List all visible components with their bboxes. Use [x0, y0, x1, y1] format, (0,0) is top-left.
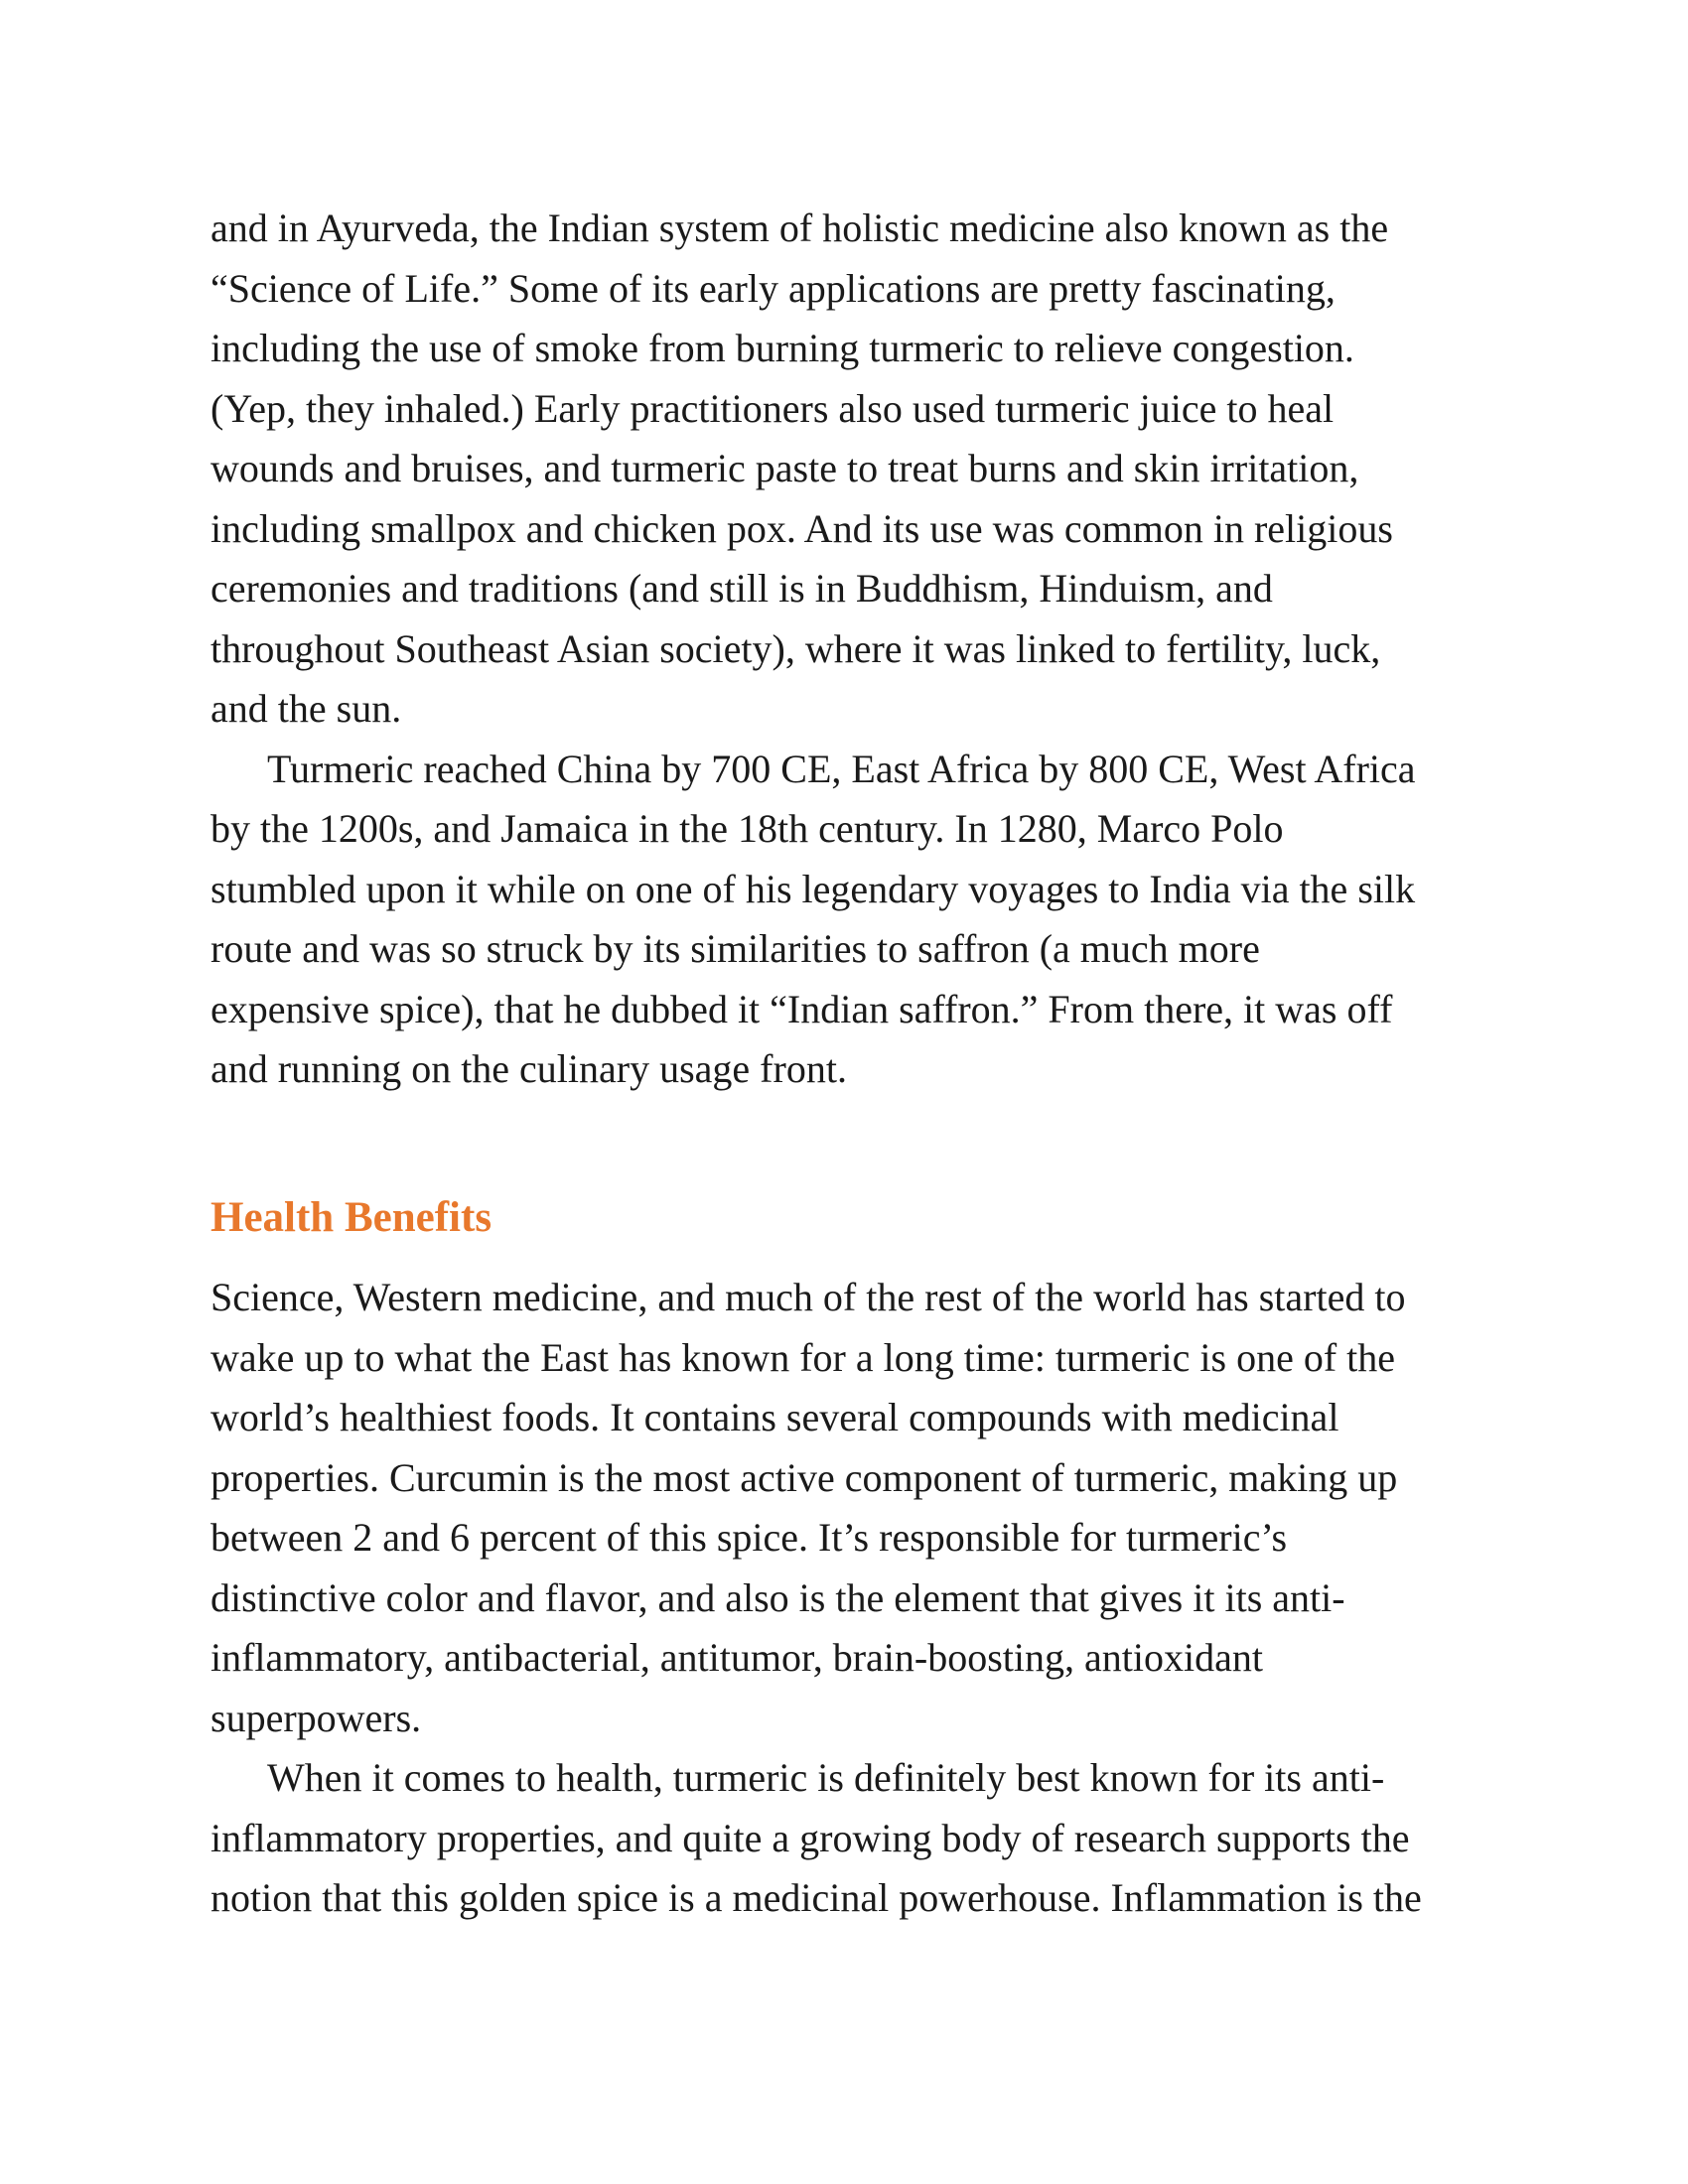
text-line: Science, Western medicine, and much of the rest of the world has started to — [211, 1275, 1406, 1319]
text-line: between 2 and 6 percent of this spice. It’s responsible for turmeric’s — [211, 1515, 1288, 1560]
text-line: by the 1200s, and Jamaica in the 18th century. In 1280, Marco Polo — [211, 806, 1284, 851]
text-line: distinctive color and flavor, and also is the element that gives it its anti- — [211, 1574, 1345, 1620]
text-line: including the use of smoke from burning turmeric to relieve congestion. — [211, 326, 1354, 370]
text-line: “Science of Life.” Some of its early applications are pretty fascinating, — [211, 265, 1336, 311]
health-benefits-section — [211, 1268, 1511, 1929]
text-line: including smallpox and chicken pox. And its use was common in religious — [211, 505, 1393, 551]
text-line: and in Ayurveda, the Indian system of holistic medicine also known as the — [211, 205, 1389, 250]
text-line: When it comes to health, turmeric is definitely best known for its anti- — [267, 1755, 1385, 1800]
text-line: route and was so struck by its similarities to saffron (a much more — [211, 926, 1260, 971]
text-line: and running on the culinary usage front. — [211, 1046, 847, 1091]
text-line: properties. Curcumin is the most active component of turmeric, making up — [211, 1454, 1398, 1500]
paragraph-ayurveda — [211, 199, 1511, 740]
text-line: wake up to what the East has known for a long time: turmeric is one of the — [211, 1334, 1396, 1380]
text-line: wounds and bruises, and turmeric paste to treat burns and skin irritation, — [211, 446, 1359, 490]
paragraph-anti-inflammatory — [211, 1748, 1511, 1929]
section-heading: Health Benefits — [211, 1194, 492, 1241]
history-section — [211, 199, 1511, 1100]
text-line: (Yep, they inhaled.) Early practitioners also used turmeric juice to heal — [211, 385, 1335, 431]
text-line: world’s healthiest foods. It contains several compounds with medicinal — [211, 1395, 1339, 1439]
text-line: inflammatory, antibacterial, antitumor, brain-boosting, antioxidant — [211, 1635, 1263, 1680]
text-line: expensive spice), that he dubbed it “Indian saffron.” From there, it was off — [211, 986, 1393, 1031]
paragraph-spread — [211, 740, 1511, 1100]
paragraph-curcumin — [211, 1268, 1511, 1748]
text-line: notion that this golden spice is a medicinal powerhouse. Inflammation is the — [211, 1875, 1422, 1920]
text-line: Turmeric reached China by 700 CE, East Africa by 800 CE, West Africa — [267, 746, 1416, 791]
text-line: ceremonies and traditions (and still is in Buddhism, Hinduism, and — [211, 566, 1273, 611]
text-line: and the sun. — [211, 686, 402, 731]
text-line: superpowers. — [211, 1695, 422, 1740]
text-line: throughout Southeast Asian society), where it was linked to fertility, luck, — [211, 625, 1381, 671]
text-line: stumbled upon it while on one of his legendary voyages to India via the silk — [211, 866, 1416, 911]
text-line: inflammatory properties, and quite a growing body of research supports the — [211, 1815, 1410, 1860]
